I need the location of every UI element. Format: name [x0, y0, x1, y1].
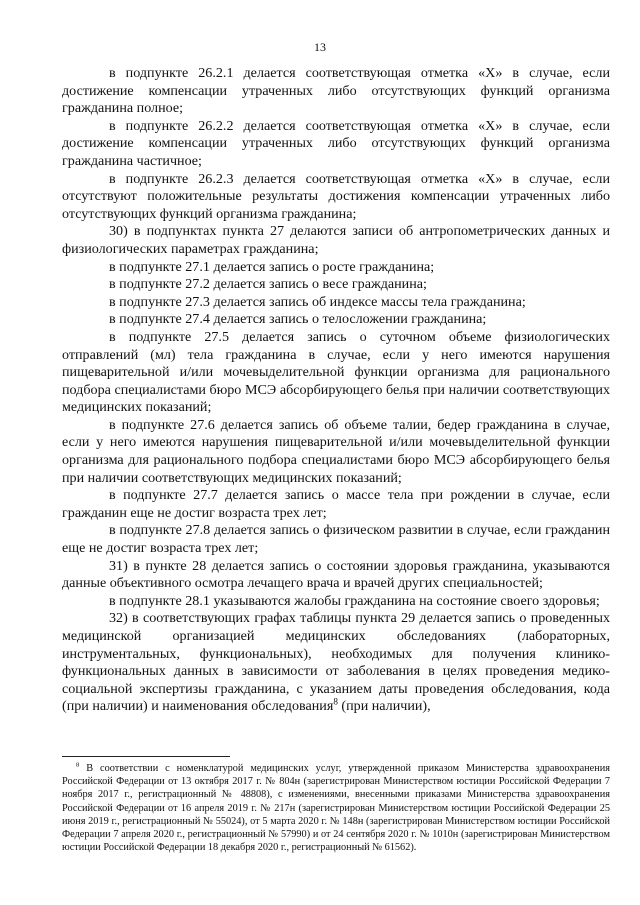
footnote-reference[interactable]: 8: [333, 696, 338, 707]
paragraph-27-1: в подпункте 27.1 делается запись о росте гражданина;: [109, 258, 435, 275]
paragraph-26-2-1: в подпункте 26.2.1 делается соответствующая отметка «X» в случае, если достижение компенсации утраченных либо отсутствующих функций организма гражданина полное;: [62, 65, 610, 117]
footnote: [62, 762, 610, 854]
paragraph-32-tail: (при наличии),: [337, 698, 431, 715]
body-text: [62, 65, 610, 716]
page-number: 13: [314, 40, 326, 54]
paragraph-30: 30) в подпунктах пункта 27 делаются записи об антропометрических данных и физиологических параметрах гражданина;: [62, 223, 610, 257]
footnote-marker: 8: [76, 761, 80, 769]
footnote-divider: [62, 756, 230, 757]
footnote-text: В соответствии с номенклатурой медицинских услуг, утвержденной приказом Министерства здравоохранения Российской Федерации от 13 октября 2017 г. № 804н (зарегистрирован Министерством юстиции Российской Федерации 7 ноября 2017 г., регистрационный № 48808), с изменениями, внесенными приказами Министерства здравоохранения Российской Федерации от 16 апреля 2019 г. № 217н (зарегистрирован Министерством юстиции Российской Федерации 25 июня 2019 г., регистрационный № 55024), от 5 марта 2020 г. № 148н (зарегистрирован Министерством юстиции Российской Федерации 7 апреля 2020 г., регистрационный № 57990) и от 24 сентября 2020 г. № 1010н (зарегистрирован Министерством юстиции Российской Федерации 18 декабря 2020 г., регистрационный № 61562).: [62, 763, 610, 854]
paragraph-31: 31) в пункте 28 делается запись о состоянии здоровья гражданина, указываются данные объективного осмотра лечащего врача и врачей других специальностей;: [62, 557, 610, 592]
paragraph-27-6: в подпункте 27.6 делается запись об объеме талии, бедер гражданина в случае, если у него имеются нарушения пищеварительной и/или мочевыделительной функции организма для рационального подбора специалистами бюро МСЭ абсорбирующего белья при наличии соответствующих медицинских показаний;: [62, 416, 610, 486]
paragraph-27-4: в подпункте 27.4 делается запись о телосложении гражданина;: [109, 311, 487, 328]
paragraph-27-5: в подпункте 27.5 делается запись о суточном объеме физиологических отправлений (мл) тела гражданина в случае, если у него имеются нарушения пищеварительной и/или мочевыделительной функции организма для рационального подбора специалистами бюро МСЭ абсорбирующего белья при наличии соответствующих медицинских показаний;: [62, 328, 610, 416]
paragraph-26-2-3: в подпункте 26.2.3 делается соответствующая отметка «X» в случае, если отсутствуют положительные результаты достижения компенсации утраченных либо отсутствующих функций организма гражданина;: [62, 170, 610, 222]
paragraph-32-text: 32) в соответствующих графах таблицы пункта 29 делается запись о проведенных медицинской организацией медицинских обследованиях (лабораторных, инструментальных, функциональных), необходимых для получения клинико-функциональных данных в зависимости от заболевания в целях проведения медико-социальной экспертизы гражданина, с указанием даты проведения обследования, кода (при наличии) и наименования обследования: [62, 610, 610, 715]
paragraph-32: [62, 610, 610, 716]
paragraph-27-3: в подпункте 27.3 делается запись об индексе массы тела гражданина;: [109, 293, 526, 310]
paragraph-27-8: в подпункте 27.8 делается запись о физическом развитии в случае, если гражданин еще не достиг возраста трех лет;: [62, 522, 610, 557]
paragraph-27-7: в подпункте 27.7 делается запись о массе тела при рождении в случае, если гражданин еще не достиг возраста трех лет;: [62, 487, 610, 521]
paragraph-27-2: в подпункте 27.2 делается запись о весе гражданина;: [109, 276, 427, 293]
paragraph-28-1: в подпункте 28.1 указываются жалобы гражданина на состояние своего здоровья;: [109, 592, 600, 609]
paragraph-26-2-2: в подпункте 26.2.2 делается соответствующая отметка «X» в случае, если достижение компенсации утраченных либо отсутствующих функций организма гражданина частичное;: [62, 117, 610, 169]
